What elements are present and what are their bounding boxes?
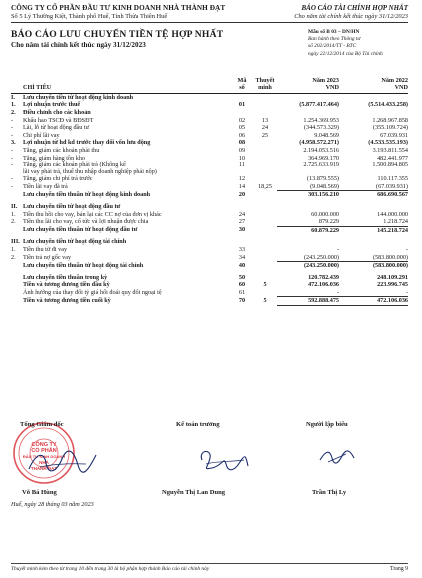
row-value-2023: 60.000.000 bbox=[311, 210, 339, 218]
row-number: - bbox=[11, 161, 14, 169]
accountant-name: Nguyễn Thị Lan Dung bbox=[162, 489, 226, 496]
row-number: III. bbox=[11, 238, 20, 246]
row-code: 10 bbox=[238, 154, 246, 162]
accountant-title: Kế toán trưởng bbox=[176, 421, 220, 428]
row-description: Điều chỉnh cho các khoản bbox=[23, 109, 91, 116]
row-note: 18,25 bbox=[258, 182, 272, 190]
row-note bbox=[253, 147, 277, 155]
row-note bbox=[253, 254, 277, 262]
row-code: 61 bbox=[238, 288, 246, 296]
footer-note: Thuyết minh kèm theo từ trang 10 đến trang 30 là bộ phận hợp thành Báo cáo tài chính này bbox=[11, 566, 210, 572]
table-row bbox=[11, 109, 408, 117]
col-no-header bbox=[11, 77, 23, 93]
row-value-2022: - bbox=[405, 245, 408, 253]
row-number: 2. bbox=[11, 109, 16, 116]
row-value-2023: (344.573.329) bbox=[303, 124, 339, 132]
row-code: 70 bbox=[238, 296, 246, 304]
col-tm-line2: minh bbox=[258, 84, 272, 92]
form-line1: Ban hành theo Thông tư bbox=[308, 36, 361, 43]
row-code: 08 bbox=[238, 139, 246, 147]
row-code: 24 bbox=[238, 210, 246, 218]
row-value-2023 bbox=[277, 109, 339, 117]
table-body bbox=[11, 93, 408, 305]
table-row bbox=[11, 191, 408, 199]
row-value-2022: (355.109.724) bbox=[372, 124, 408, 132]
row-number: - bbox=[11, 146, 14, 154]
col-2022-line1: Năm 2022 bbox=[381, 77, 408, 84]
row-number: - bbox=[11, 116, 14, 124]
table-row bbox=[11, 183, 408, 191]
row-description: Lợi nhuận trước thuế bbox=[23, 101, 81, 109]
col-tm-header bbox=[253, 77, 277, 93]
col-ms-line2: số bbox=[239, 84, 245, 92]
row-description: Tiền thu lãi cho vay, cổ tức và lợi nhuận được chia bbox=[23, 218, 149, 226]
director-name: Võ Bá Hùng bbox=[22, 489, 57, 496]
col-tm-line1: Thuyết bbox=[255, 77, 275, 84]
col-2023-line1: Năm 2023 bbox=[312, 77, 339, 84]
row-value-2022: 686.690.567 bbox=[339, 191, 408, 199]
col-ms-line1: Mã bbox=[237, 77, 247, 84]
page-subtitle: Cho năm tài chính kết thúc ngày 31/12/2023 bbox=[11, 41, 146, 49]
row-value-2022: 482.441.977 bbox=[377, 154, 408, 162]
row-description: Lưu chuyển tiền từ hoạt động kinh doanh bbox=[23, 93, 134, 101]
row-number: 2. bbox=[11, 253, 16, 261]
row-value-2022: (67.039.931) bbox=[376, 182, 408, 190]
row-number bbox=[11, 289, 23, 297]
header-rule bbox=[11, 22, 408, 23]
row-value-2022: (4.533.535.193) bbox=[368, 139, 408, 147]
table-row bbox=[11, 281, 408, 289]
row-note bbox=[253, 211, 277, 219]
table-row bbox=[11, 93, 408, 101]
row-code: 14 bbox=[238, 182, 246, 190]
row-code: 01 bbox=[238, 101, 246, 109]
row-number bbox=[11, 297, 23, 306]
row-note bbox=[253, 191, 277, 199]
row-note: 25 bbox=[261, 131, 269, 139]
col-2022-header bbox=[339, 77, 408, 93]
row-value-2023: (9.048.569) bbox=[310, 182, 339, 190]
row-value-2023 bbox=[277, 238, 339, 246]
table-row bbox=[11, 124, 408, 132]
row-description: Tiền thu hồi cho vay, bán lại các CC nợ của đơn vị khác bbox=[23, 210, 162, 218]
row-note bbox=[253, 203, 277, 211]
row-description: Tiền lãi vay đã trả bbox=[23, 182, 68, 190]
table-row bbox=[11, 262, 408, 270]
row-code: 02 bbox=[238, 116, 246, 124]
stamp-text-5: THÀNH ĐẠT bbox=[30, 466, 58, 471]
row-value-2023: (4.958.572.271) bbox=[299, 139, 339, 147]
row-value-2023: (243.250.000) bbox=[277, 262, 339, 270]
director-title: Tổng Giám đốc bbox=[20, 421, 64, 428]
row-note bbox=[253, 93, 277, 101]
row-number: - bbox=[11, 182, 14, 190]
row-number: 3. bbox=[11, 139, 16, 147]
row-value-2022: 144.000.000 bbox=[377, 210, 408, 218]
director-signature bbox=[26, 447, 98, 477]
row-description: Tiền và tương đương tiền đầu kỳ bbox=[23, 281, 110, 289]
row-value-2022: 67.039.931 bbox=[380, 131, 408, 139]
row-code bbox=[231, 93, 253, 101]
row-number bbox=[11, 274, 23, 282]
row-description-line2: lãi vay phải trả, thuế thu nhập doanh nghiệp phải nộp) bbox=[23, 167, 157, 175]
row-value-2023: - bbox=[336, 288, 339, 296]
row-value-2023: 1.254.369.953 bbox=[303, 116, 339, 124]
row-description: Lưu chuyển tiền thuần trong kỳ bbox=[23, 273, 108, 281]
row-value-2022: (583.800.000) bbox=[339, 262, 408, 270]
table-row bbox=[11, 238, 408, 246]
row-note bbox=[253, 109, 277, 117]
row-note bbox=[253, 175, 277, 183]
row-value-2023: 364.969.170 bbox=[308, 154, 339, 162]
row-value-2022: 3.193.811.554 bbox=[372, 146, 408, 154]
row-note bbox=[253, 101, 277, 109]
row-number: - bbox=[11, 175, 14, 183]
table-row bbox=[11, 139, 408, 147]
row-description: Lãi, lỗ từ hoạt động đầu tư bbox=[23, 124, 89, 132]
row-description: Tăng, giảm hàng tồn kho bbox=[23, 154, 86, 162]
table-row bbox=[11, 132, 408, 140]
row-number: 1. bbox=[11, 101, 16, 109]
row-number: - bbox=[11, 154, 14, 162]
row-number: I. bbox=[11, 93, 15, 101]
row-description: Ảnh hưởng của thay đổi tỷ giá hối đoái quy đổi ngoại tệ bbox=[23, 288, 162, 296]
table-row bbox=[11, 254, 408, 262]
stamp-text-2: CỔ PHẦN bbox=[31, 448, 57, 454]
row-number: - bbox=[11, 131, 14, 139]
footer-rule bbox=[11, 563, 408, 564]
row-note bbox=[253, 289, 277, 297]
row-code: 27 bbox=[238, 218, 246, 226]
row-value-2022: 110.117.355 bbox=[377, 175, 408, 183]
col-2023-header bbox=[277, 77, 339, 93]
row-code: 20 bbox=[238, 190, 246, 198]
table-row bbox=[11, 289, 408, 297]
table-row bbox=[11, 147, 408, 155]
row-code: 40 bbox=[238, 261, 246, 269]
row-value-2023: 2.194.053.516 bbox=[303, 146, 339, 154]
page-title: BÁO CÁO LƯU CHUYỂN TIỀN TỆ HỢP NHẤT bbox=[11, 29, 224, 40]
table-row bbox=[11, 101, 408, 109]
table-row bbox=[11, 274, 408, 282]
row-number bbox=[11, 191, 23, 199]
row-description bbox=[23, 162, 231, 175]
row-value-2023: - bbox=[336, 245, 339, 253]
row-note bbox=[253, 162, 277, 175]
accountant-signature bbox=[196, 446, 250, 474]
row-description: Tiền thu từ đi vay bbox=[23, 245, 68, 253]
row-note bbox=[253, 262, 277, 270]
table-row bbox=[11, 211, 408, 219]
row-code: 33 bbox=[238, 245, 246, 253]
row-value-2022: 1.268.967.858 bbox=[372, 116, 408, 124]
row-note bbox=[253, 246, 277, 254]
row-value-2022: (583.800.000) bbox=[372, 253, 408, 261]
row-number bbox=[11, 226, 23, 234]
row-note bbox=[253, 218, 277, 226]
preparer-signature bbox=[316, 446, 358, 468]
form-code: Mẫu số B 03 – DN/HN bbox=[308, 29, 360, 35]
row-value-2023 bbox=[277, 203, 339, 211]
col-2022-line2: VND bbox=[394, 84, 408, 92]
row-note: 5 bbox=[263, 296, 267, 304]
col-ms-header bbox=[231, 77, 253, 93]
row-value-2023: 2.725.633.919 bbox=[303, 161, 339, 169]
col-2023-line2: VND bbox=[325, 84, 339, 92]
row-value-2023: 472.106.036 bbox=[308, 281, 339, 289]
form-reference bbox=[308, 29, 383, 58]
row-description: Lưu chuyển tiền thuần từ hoạt động tài chính bbox=[23, 261, 144, 269]
table-row bbox=[11, 246, 408, 254]
row-note: 5 bbox=[263, 281, 267, 289]
row-note bbox=[253, 238, 277, 246]
table-row bbox=[11, 218, 408, 226]
table-row bbox=[11, 175, 408, 183]
row-number bbox=[11, 281, 23, 289]
row-description: Tiền và tương đương tiền cuối kỳ bbox=[23, 296, 111, 304]
row-description: Lưu chuyển tiền thuần từ hoạt động kinh doanh bbox=[23, 190, 151, 198]
col-desc-header: CHỈ TIÊU bbox=[23, 77, 231, 93]
row-value-2022: 145.218.724 bbox=[339, 226, 408, 234]
row-number: 2. bbox=[11, 218, 16, 226]
row-description: Lưu chuyển tiền từ hoạt động tài chính bbox=[23, 238, 127, 246]
row-note bbox=[253, 139, 277, 147]
table-row bbox=[11, 203, 408, 211]
row-value-2023: 592.888.475 bbox=[277, 297, 339, 306]
table-row bbox=[11, 162, 408, 175]
row-description: Lợi nhuận từ hđ kd trước thay đổi vốn lưu động bbox=[23, 139, 151, 147]
row-value-2022 bbox=[339, 238, 408, 246]
row-description: Tiền trả nợ gốc vay bbox=[23, 253, 72, 261]
row-description: Tăng, giảm chi phí trả trước bbox=[23, 175, 93, 183]
row-number bbox=[11, 262, 23, 270]
row-description: Khấu hao TSCĐ và BĐSĐT bbox=[23, 116, 94, 124]
place-date: Huế, ngày 28 tháng 03 năm 2023 bbox=[11, 501, 94, 508]
header-address: Số 5 Lý Thường Kiệt, Thành phố Huế, Tỉnh Thừa Thiên Huế bbox=[11, 13, 168, 20]
table-header bbox=[11, 77, 408, 93]
row-code: 12 bbox=[238, 175, 246, 183]
row-code: 30 bbox=[238, 226, 246, 234]
row-note bbox=[253, 226, 277, 234]
header-report-name: BÁO CÁO TÀI CHÍNH HỢP NHẤT bbox=[301, 4, 408, 12]
form-line2: số 202/2014/TT - BTC bbox=[308, 43, 357, 50]
row-value-2022: (5.514.433.258) bbox=[368, 101, 408, 109]
row-code: 50 bbox=[238, 273, 246, 281]
row-note: 24 bbox=[261, 124, 269, 132]
row-description: Chi phí lãi vay bbox=[23, 131, 60, 139]
row-code bbox=[231, 238, 253, 246]
row-value-2023: 60.879.229 bbox=[277, 226, 339, 234]
row-code bbox=[231, 203, 253, 211]
row-value-2023 bbox=[277, 93, 339, 101]
row-code: 09 bbox=[238, 146, 246, 154]
cash-flow-table bbox=[11, 77, 408, 306]
row-value-2022: 1.218.724 bbox=[383, 218, 408, 226]
table-row bbox=[11, 297, 408, 306]
row-value-2023: 879.229 bbox=[318, 218, 339, 226]
row-code: 34 bbox=[238, 253, 246, 261]
row-code: 06 bbox=[238, 131, 246, 139]
row-description: Lưu chuyển tiền thuần từ hoạt động đầu tư bbox=[23, 226, 138, 234]
row-code: 11 bbox=[239, 161, 245, 169]
stamp-text-4: NHÀ bbox=[39, 460, 49, 465]
header-company: CÔNG TY CỔ PHẦN ĐẦU TƯ KINH DOANH NHÀ THÀNH ĐẠT bbox=[11, 4, 226, 12]
row-value-2023: 303.156.210 bbox=[277, 191, 339, 199]
row-value-2023: (243.250.000) bbox=[303, 253, 339, 261]
row-code: 05 bbox=[238, 124, 246, 132]
row-value-2022: 248.109.291 bbox=[377, 273, 408, 281]
row-value-2023: (13.879.555) bbox=[307, 175, 339, 183]
row-value-2022: 1.500.894.805 bbox=[372, 161, 408, 169]
row-number: 1. bbox=[11, 245, 16, 253]
preparer-title: Người lập biểu bbox=[306, 421, 348, 428]
row-code: 60 bbox=[238, 281, 246, 289]
row-number: - bbox=[11, 124, 14, 132]
row-note bbox=[253, 274, 277, 282]
row-value-2022 bbox=[339, 203, 408, 211]
row-value-2023: 120.782.439 bbox=[308, 273, 339, 281]
row-number: 1. bbox=[11, 210, 16, 218]
header-report-period: Cho năm tài chính kết thúc ngày 31/12/2023 bbox=[294, 13, 408, 20]
stamp-text-1: CÔNG TY bbox=[31, 442, 57, 448]
row-value-2023: (5.877.417.464) bbox=[299, 101, 339, 109]
row-value-2022: 472.106.036 bbox=[339, 297, 408, 306]
row-value-2022 bbox=[339, 93, 408, 101]
row-note bbox=[253, 155, 277, 163]
preparer-name: Trần Thị Ly bbox=[312, 489, 347, 496]
row-number: II. bbox=[11, 202, 18, 210]
row-code bbox=[231, 109, 253, 117]
row-description: Lưu chuyển tiền từ hoạt động đầu tư bbox=[23, 202, 121, 210]
row-value-2022: - bbox=[405, 288, 408, 296]
page-number: Trang 9 bbox=[390, 566, 408, 572]
row-value-2023: 9.048.569 bbox=[314, 131, 339, 139]
table-row bbox=[11, 117, 408, 125]
table-row bbox=[11, 226, 408, 234]
row-note: 13 bbox=[261, 116, 269, 124]
row-description: Tăng, giảm các khoản phải thu bbox=[23, 146, 100, 154]
form-line3: ngày 22/12/2014 của Bộ Tài chính bbox=[308, 50, 383, 57]
row-value-2022: 223.996.745 bbox=[377, 281, 408, 289]
stamp-text-3: ĐẦU TƯ KINH DOANH bbox=[22, 454, 66, 459]
row-value-2022 bbox=[339, 109, 408, 117]
row-description-line1: Tăng, giảm các khoản phải trả (Không kể bbox=[23, 161, 126, 169]
